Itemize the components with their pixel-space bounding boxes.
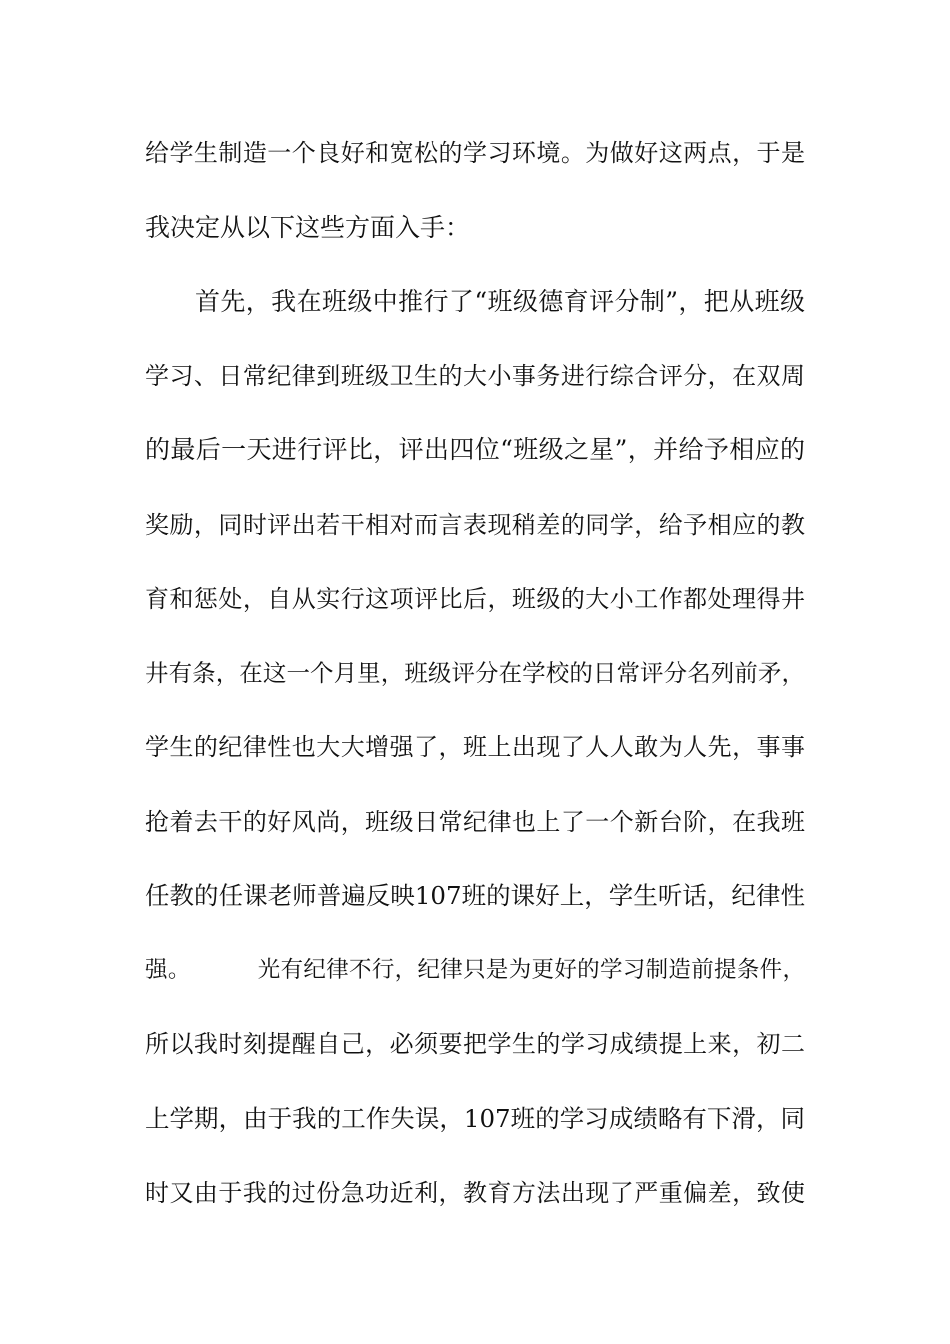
text-line: 学生的纪律性也大大增强了，班上出现了人人敢为人先，事事: [145, 733, 805, 761]
text-line: 奖励，同时评出若干相对而言表现稍差的同学，给予相应的教: [145, 511, 805, 539]
text-line: 我决定从以下这些方面入手：: [145, 213, 471, 242]
text-line: 的最后一天进行评比，评出四位“班级之星”，并给予相应的: [145, 435, 805, 464]
text-line: 时又由于我的过份急功近利，教育方法出现了严重偏差，致使: [145, 1179, 805, 1207]
text-line: 给学生制造一个良好和宽松的学习环境。为做好这两点，于是: [145, 139, 805, 167]
text-line: 抢着去干的好风尚，班级日常纪律也上了一个新台阶，在我班: [145, 808, 805, 836]
text-line: 强。 光有纪律不行，纪律只是为更好的学习制造前提条件，: [145, 957, 805, 983]
text-line: 井有条，在这一个月里，班级评分在学校的日常评分名列前矛，: [145, 659, 805, 687]
text-line: 学习、日常纪律到班级卫生的大小事务进行综合评分，在双周: [145, 362, 805, 390]
text-line: 任教的任课老师普遍反映107班的课好上，学生听话，纪律性: [145, 881, 805, 910]
text-line: 首先，我在班级中推行了“班级德育评分制”，把从班级: [195, 287, 805, 316]
text-line: 育和惩处，自从实行这项评比后，班级的大小工作都处理得井: [145, 585, 805, 613]
text-line: 所以我时刻提醒自己，必须要把学生的学习成绩提上来，初二: [145, 1030, 805, 1058]
text-line: 上学期，由于我的工作失误，107班的学习成绩略有下滑，同: [145, 1104, 805, 1133]
